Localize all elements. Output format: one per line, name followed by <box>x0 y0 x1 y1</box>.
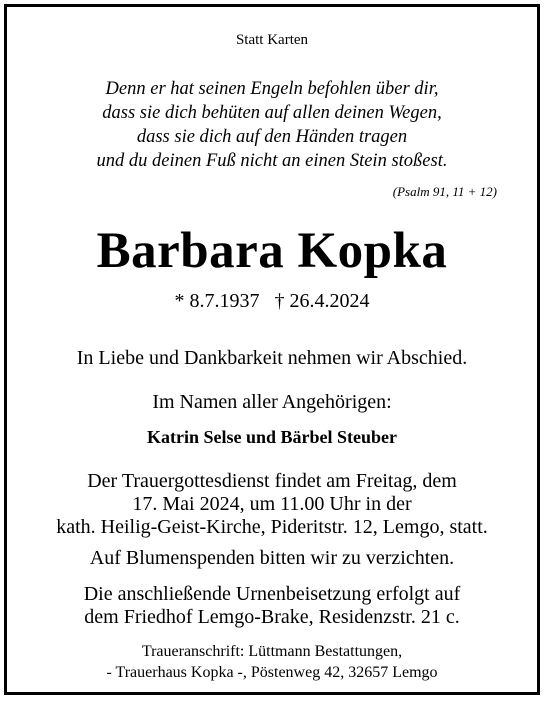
farewell-text: In Liebe und Dankbarkeit nehmen wir Abschied. <box>76 347 468 369</box>
service-line-2: 17. Mai 2024, um 11.00 Uhr in der <box>132 493 412 515</box>
service-line-3: kath. Heilig-Geist-Kirche, Pideritstr. 12, Lemgo, statt. <box>56 516 488 538</box>
verse-reference: (Psalm 91, 11 + 12) <box>392 184 497 199</box>
burial-line-2: dem Friedhof Lemgo-Brake, Residenzstr. 21 c. <box>84 606 460 628</box>
burial-line-1: Die anschließende Urnenbeisetzung erfolgt auf <box>83 583 461 605</box>
service-line-1: Der Trauergottesdienst findet am Freitag, dem <box>87 470 457 492</box>
address-line-1: Traueranschrift: Lüttmann Bestattungen, <box>141 643 403 660</box>
statt-karten: Statt Karten <box>235 32 309 48</box>
deceased-dates: * 8.7.1937 † 26.4.2024 <box>174 290 370 312</box>
deceased-name: Barbara Kopka <box>96 223 448 279</box>
flowers-note: Auf Blumenspenden bitten wir zu verzichten. <box>89 547 455 569</box>
verse-line-2: dass sie dich behüten auf allen deinen Wegen, <box>102 103 442 123</box>
obituary-frame <box>4 4 540 695</box>
family-names: Katrin Selse und Bärbel Steuber <box>146 427 397 447</box>
family-intro: Im Namen aller Angehörigen: <box>152 391 392 413</box>
verse-line-4: und du deinen Fuß nicht an einen Stein stoßest. <box>96 151 448 171</box>
verse-line-1: Denn er hat seinen Engeln befohlen über dir, <box>105 79 439 99</box>
verse-line-3: dass sie dich auf den Händen tragen <box>136 127 408 147</box>
address-line-2: - Trauerhaus Kopka -, Pöstenweg 42, 32657 Lemgo <box>106 664 438 681</box>
